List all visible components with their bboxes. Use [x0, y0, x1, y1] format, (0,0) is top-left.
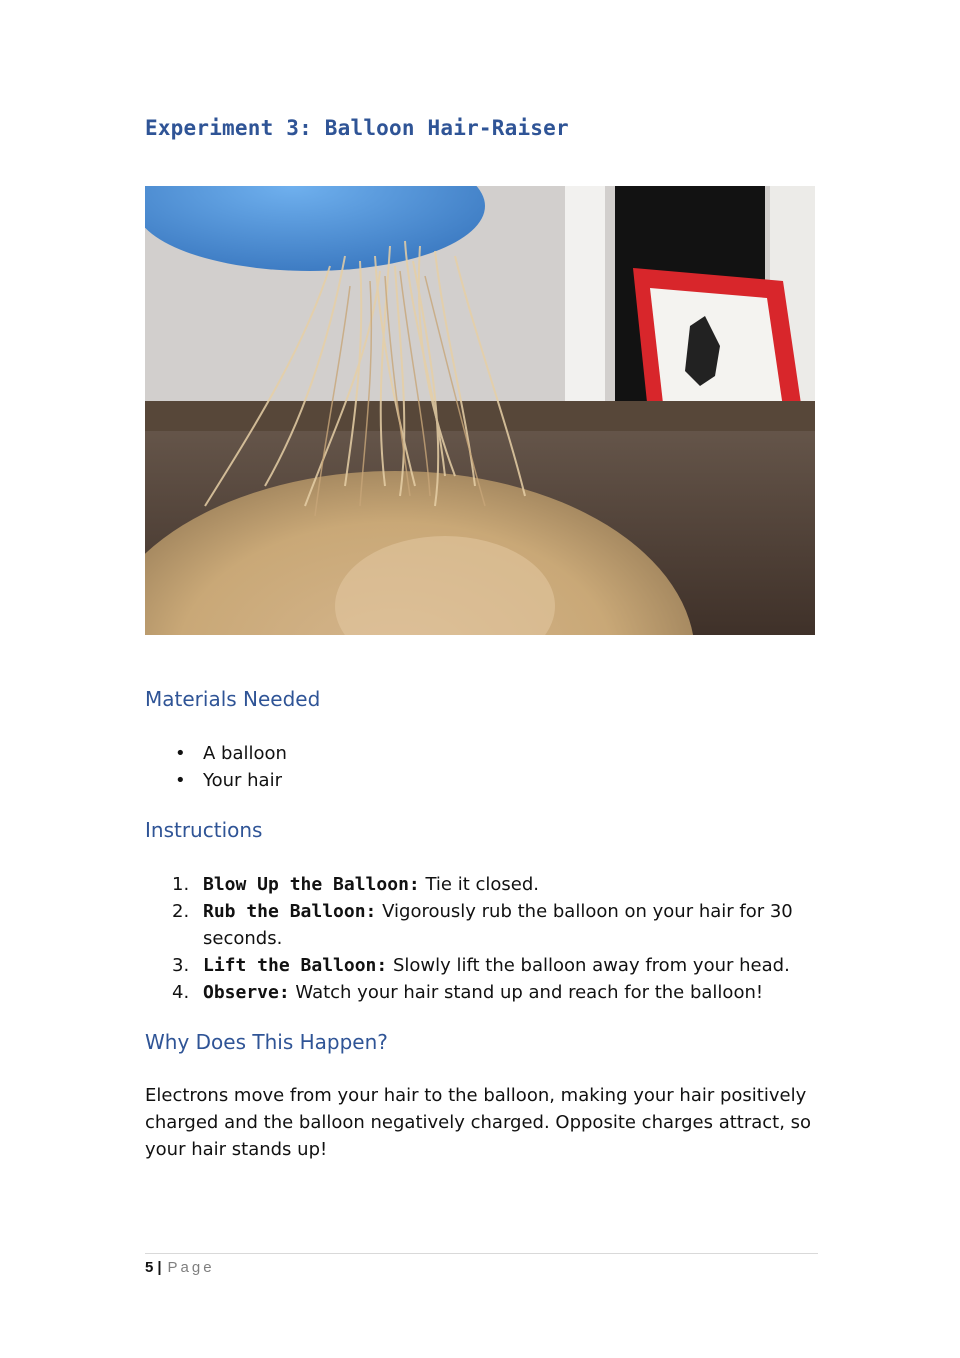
list-item	[145, 979, 823, 1006]
step-title: Rub the Balloon:	[203, 901, 377, 922]
step-title: Observe:	[203, 982, 290, 1003]
bullet-icon: •	[175, 743, 186, 764]
instructions-heading: Instructions	[145, 818, 263, 842]
footer-divider	[145, 1253, 818, 1254]
why-heading: Why Does This Happen?	[145, 1030, 388, 1054]
step-text: Slowly lift the balloon away from your head.	[387, 955, 790, 976]
list-item	[145, 898, 823, 952]
materials-heading: Materials Needed	[145, 687, 321, 711]
step-text: Tie it closed.	[419, 874, 539, 895]
list-item	[145, 740, 287, 767]
step-text: Vigorously rub the balloon on your hair for 30 seconds.	[203, 901, 793, 949]
step-title: Blow Up the Balloon:	[203, 874, 420, 895]
step-number: 2.	[172, 901, 190, 922]
page-title: Experiment 3: Balloon Hair-Raiser	[145, 116, 569, 140]
footer-separator: |	[157, 1259, 162, 1276]
page-number: 5	[145, 1259, 154, 1276]
instructions-list	[145, 871, 823, 1006]
step-text: Watch your hair stand up and reach for the balloon!	[289, 982, 764, 1003]
material-label: A balloon	[203, 743, 287, 764]
page-label: Page	[167, 1259, 215, 1276]
list-item	[145, 952, 823, 979]
page-footer	[145, 1259, 215, 1276]
materials-list	[145, 740, 287, 794]
balloon-hair-photo	[145, 186, 815, 635]
bullet-icon: •	[175, 770, 186, 791]
step-number: 1.	[172, 874, 190, 895]
list-item	[145, 871, 823, 898]
explanation-paragraph: Electrons move from your hair to the balloon, making your hair positively charged and the balloon negatively charged. Opposite charges attract, so your hair stands up!	[145, 1085, 812, 1160]
step-title: Lift the Balloon:	[203, 955, 388, 976]
list-item	[145, 767, 287, 794]
step-number: 4.	[172, 982, 190, 1003]
step-number: 3.	[172, 955, 190, 976]
material-label: Your hair	[203, 770, 282, 791]
